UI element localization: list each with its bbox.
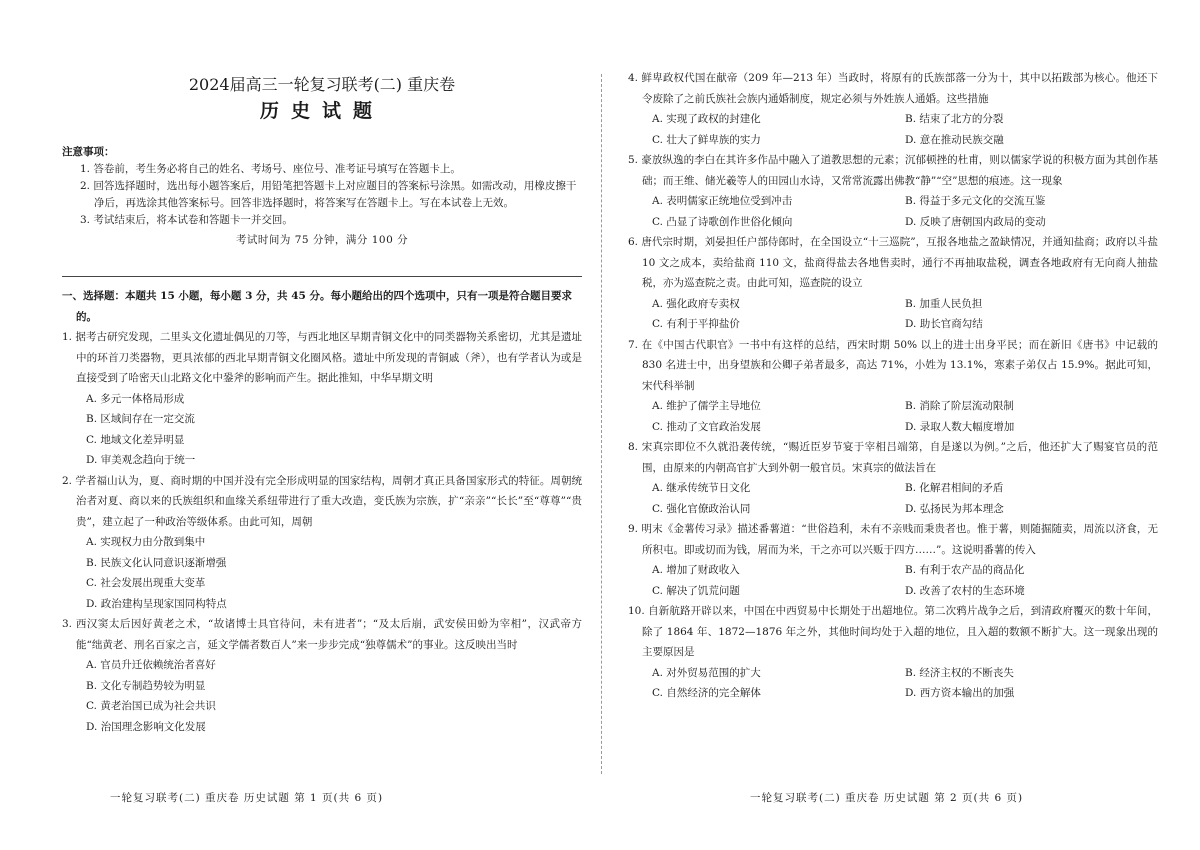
- option: B. 区域间存在一定交流: [86, 413, 195, 425]
- option: C. 黄老治国已成为社会共识: [86, 700, 216, 712]
- option: C. 推动了文官政治发展: [652, 420, 761, 433]
- option: A. 实现权力由分散到集中: [86, 536, 206, 548]
- page-footer-left: 一轮复习联考(二) 重庆卷 历史试题 第 1 页(共 6 页): [110, 792, 384, 804]
- option: B. 有利于农产品的商品化: [905, 564, 1025, 576]
- exam-title: 2024届高三一轮复习联考(二) 重庆卷: [188, 75, 456, 94]
- option: C. 解决了饥荒问题: [652, 584, 740, 597]
- question-stem: 6. 唐代宗时期，刘晏担任户部侍郎时，在全国设立“十三巡院”，互报各地盐之盈缺情况，并通知盐商；政府以斗盐 10 文之成本，卖给盐商 110 文，盐商得盐去各地售卖时，通行不再抽取盐税，调查各地政府有无向商人抽盐税，亦为巡查院之责。由此可知，巡查院的设立: [628, 236, 1158, 289]
- left-question-flow: [62, 286, 582, 737]
- option-grid: [628, 109, 1158, 150]
- option: D. 政治建构呈现家国同构特点: [86, 597, 227, 610]
- question-stem: 7. 在《中国古代职官》一书中有这样的总结，西宋时期 50% 以上的进士出身平民；而在新旧《唐书》中记载的 830 名进士中，出身望族和公卿子弟者最多，高达 71%，小姓为 13.1%，寒素子弟仅占 15.9%。据此可知，宋代科举制: [628, 338, 1158, 392]
- option: A. 表明儒家正统地位受到冲击: [652, 195, 793, 207]
- option-grid: [628, 560, 1158, 601]
- option: A. 增加了财政收入: [652, 564, 740, 576]
- section-divider: [62, 276, 582, 277]
- question-stem: 10. 自新航路开辟以来，中国在中西贸易中长期处于出超地位。第二次鸦片战争之后，到清政府覆灭的数十年间，除了 1864 年、1872—1876 年之外，其他时间均处于入超的地位，且入超的数额不断扩大。这一现象出现的主要原因是: [628, 605, 1158, 658]
- option: C. 社会发展出现重大变革: [86, 577, 206, 589]
- question-stem: 8. 宋真宗即位不久就沿袭传统，“赐近臣岁节宴于宰相吕端第，自是遂以为例。”之后，他还扩大了赐宴官员的范围，由原来的内朝高官扩大到外朝一般官员。宋真宗的做法旨在: [628, 441, 1158, 474]
- option: C. 地域文化差异明显: [86, 433, 185, 446]
- section-heading: 一、选择题：本题共 15 小题，每小题 3 分，共 45 分。每小题给出的四个选项中，只有一项是符合题目要求的。: [62, 290, 572, 323]
- option: B. 消除了阶层流动限制: [905, 400, 1014, 412]
- subject-title: 历史试题: [259, 100, 384, 122]
- option: C. 壮大了鲜卑族的实力: [652, 133, 761, 146]
- option: D. 录取人数大幅度增加: [905, 420, 1015, 433]
- option: A. 实现了政权的封建化: [652, 113, 761, 125]
- option: C. 有利于平抑盐价: [652, 318, 740, 330]
- option: B. 民族文化认同意识逐渐增强: [86, 556, 227, 569]
- question-stem: 4. 鲜卑政权代国在献帝（209 年—213 年）当政时，将原有的氏族部落一分为十，其中以拓跋部为核心。他还下令废除了之前氏族社会族内通婚制度，规定必须与外姓族人通婚。这些措施: [628, 72, 1158, 105]
- option: A. 强化政府专卖权: [652, 297, 740, 310]
- option: C. 自然经济的完全解体: [652, 687, 761, 699]
- option: B. 化解君相间的矛盾: [905, 482, 1004, 494]
- option: D. 治国理念影响文化发展: [86, 720, 206, 733]
- option: B. 加重人民负担: [905, 297, 983, 310]
- option: B. 得益于多元文化的交流互鉴: [905, 195, 1046, 207]
- option: D. 反映了唐朝国内政局的变动: [905, 215, 1046, 228]
- option-grid: [628, 478, 1158, 519]
- option-grid: [628, 663, 1158, 704]
- option: A. 多元一体格局形成: [86, 392, 185, 405]
- option-grid: [628, 396, 1158, 437]
- option: B. 经济主权的不断丧失: [905, 666, 1014, 679]
- question-stem: 2. 学者福山认为，夏、商时期的中国并没有完全形成明显的国家结构，周朝才真正具备国家形式的特征。周朝统治者对夏、商以来的氏族组织和血缘关系纽带进行了重大改造，变氏族为宗族，扩“亲亲”“长长”至“尊尊”“贵贵”，建立起了一种政治等级体系。由此可知，周朝: [62, 474, 582, 528]
- option-grid: [628, 191, 1158, 232]
- option: B. 文化专制趋势较为明显: [86, 679, 206, 692]
- option: D. 改善了农村的生态环境: [905, 584, 1025, 597]
- page-footer-right: 一轮复习联考(二) 重庆卷 历史试题 第 2 页(共 6 页): [750, 792, 1024, 804]
- notice-item: 2. 回答选择题时，选出每小题答案后，用铅笔把答题卡上对应题目的答案标号涂黑。如需改动，用橡皮擦干净后，再选涂其他答案标号。回答非选择题时，将答案写在答题卡上。写在本试卷上无效。: [80, 180, 577, 209]
- question-stem: 3. 西汉窦太后因好黄老之术，“故诸博士具官待问，未有进者”；“及太后崩，武安侯田蚡为宰相”，汉武帝方能“绌黄老、刑名百家之言，延文学儒者数百人”来一步步完成“独尊儒术”的事业。这反映出当时: [62, 618, 582, 651]
- option: A. 维护了儒学主导地位: [652, 400, 761, 412]
- right-question-flow: [628, 68, 1158, 704]
- option: A. 对外贸易范围的扩大: [652, 666, 761, 679]
- option: D. 意在推动民族交融: [905, 133, 1004, 146]
- option: C. 强化官僚政治认同: [652, 502, 751, 515]
- option: C. 凸显了诗歌创作世俗化倾向: [652, 215, 793, 228]
- option: D. 审美观念趋向于统一: [86, 454, 196, 466]
- exam-time-note: 考试时间为 75 分钟，满分 100 分: [235, 234, 409, 246]
- option: D. 助长官商勾结: [905, 318, 983, 330]
- option: A. 继承传统节日文化: [652, 482, 751, 494]
- notice-heading: 注意事项：: [62, 146, 115, 158]
- option: D. 弘扬民为邦本理念: [905, 502, 1004, 515]
- option: A. 官员升迁依赖统治者喜好: [86, 659, 216, 671]
- option: B. 结束了北方的分裂: [905, 113, 1004, 125]
- notice-item: 1. 答卷前，考生务必将自己的姓名、考场号、座位号、准考证号填写在答题卡上。: [80, 163, 461, 175]
- question-stem: 1. 据考古研究发现，二里头文化遗址偶见的刀等，与西北地区早期青铜文化中的同类器物关系密切，尤其是遗址中的环首刀类器物，更具浓郁的西北早期青铜文化圈风格。遗址中所发现的青铜戚（斧），也有学者认为或是直接受到了哈密天山北路文化中銎斧的影响而产生。据此推知，中华早期文明: [62, 331, 582, 384]
- column-divider: [601, 74, 602, 774]
- question-stem: 9. 明末《金薯传习录》描述番薯道：“世俗趋利，未有不亲贱而秉贵者也。惟于薯，则随掘随卖，周流以济食，无所积屯。即或切而为钱，屑而为米，干之亦可以兴贩于四方……”。这说明番薯的传入: [628, 523, 1158, 556]
- notice-block: [62, 144, 582, 249]
- notice-item: 3. 考试结束后，将本试卷和答题卡一并交回。: [80, 214, 293, 226]
- option-grid: [628, 294, 1158, 335]
- question-stem: 5. 豪放纵逸的李白在其许多作品中融入了道教思想的元素；沉郁顿挫的杜甫，则以儒家学说的积极方面为其创作基础；而王维、储光羲等人的田园山水诗，又常常流露出佛教“静”“空”思想的痕迹。这一现象: [628, 154, 1158, 187]
- option: D. 西方资本输出的加强: [905, 687, 1015, 699]
